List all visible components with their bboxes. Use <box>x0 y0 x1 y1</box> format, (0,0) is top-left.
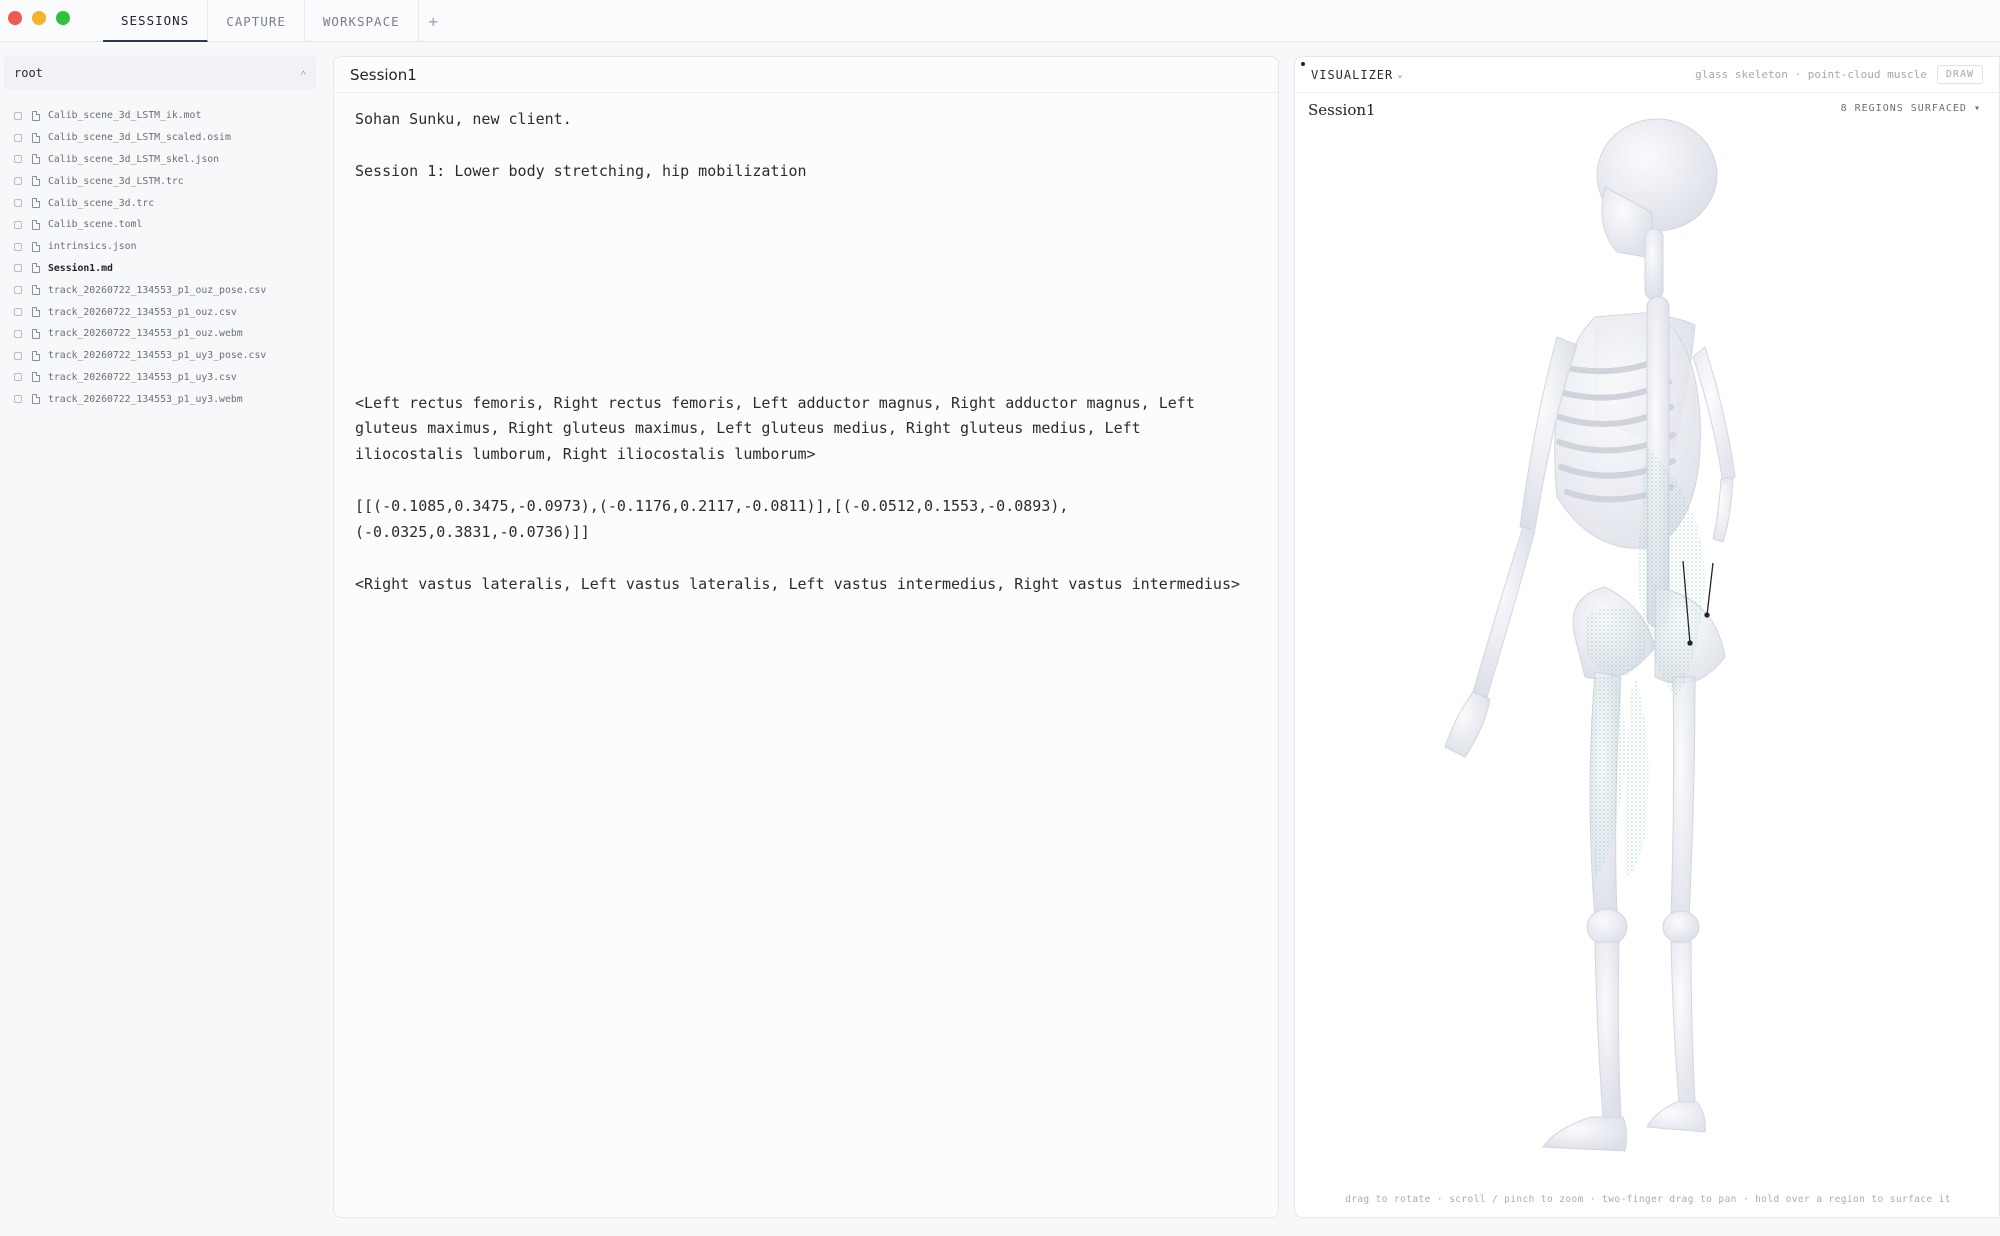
checkbox[interactable] <box>14 264 22 272</box>
file-item[interactable] <box>14 170 314 192</box>
note-line: Sohan Sunku, new client. <box>355 110 572 128</box>
file-item[interactable] <box>14 149 314 171</box>
editor-title: Session1 <box>334 57 1278 93</box>
visualizer-panel <box>1294 56 2000 1218</box>
tab-workspace[interactable]: WORKSPACE <box>305 0 419 42</box>
file-name: Session1.md <box>48 262 113 274</box>
checkbox[interactable] <box>14 199 22 207</box>
note-line: Session 1: Lower body stretching, hip mobilization <box>355 161 807 180</box>
file-item[interactable] <box>14 214 314 236</box>
file-name: track_20260722_134553_p1_uy3.csv <box>48 371 237 383</box>
file-item[interactable] <box>14 301 314 323</box>
file-icon <box>32 351 40 361</box>
checkbox[interactable] <box>14 155 22 163</box>
file-list <box>14 105 314 410</box>
file-icon <box>32 198 40 208</box>
file-item[interactable] <box>14 279 314 301</box>
root-label: root <box>14 66 43 80</box>
file-name: track_20260722_134553_p1_uy3_pose.csv <box>48 350 267 362</box>
file-name: Calib_scene_3d_LSTM_scaled.osim <box>48 132 231 144</box>
visualizer-mode-label: VISUALIZER <box>1311 67 1394 82</box>
file-item[interactable] <box>14 258 314 280</box>
file-item[interactable] <box>14 367 314 389</box>
file-icon <box>32 111 40 121</box>
tab-bar <box>103 0 449 42</box>
file-item[interactable] <box>14 345 314 367</box>
viewport-help-text: drag to rotate · scroll / pinch to zoom · two-finger drag to pan · hold over a region to surface it <box>1345 1194 1951 1205</box>
file-icon <box>32 285 40 295</box>
3d-viewport[interactable] <box>1295 117 2000 1157</box>
close-window-button[interactable] <box>8 11 22 25</box>
checkbox[interactable] <box>14 243 22 251</box>
file-icon <box>32 154 40 164</box>
visualizer-session-title: Session1 <box>1308 101 1376 119</box>
file-name: intrinsics.json <box>48 241 137 253</box>
checkbox[interactable] <box>14 134 22 142</box>
checkbox[interactable] <box>14 286 22 294</box>
root-selector[interactable] <box>4 56 316 90</box>
file-item[interactable] <box>14 388 314 410</box>
file-icon <box>32 220 40 230</box>
visualizer-header <box>1295 57 1999 93</box>
file-icon <box>32 242 40 252</box>
editor-content[interactable] <box>334 93 1278 597</box>
render-mode-subtitle: glass skeleton · point-cloud muscle <box>1695 68 1927 81</box>
chevron-down-icon: ⌄ <box>1397 69 1404 80</box>
muscle-list-line: <Right vastus lateralis, Left vastus lateralis, Left vastus intermedius, Right vastus intermedius> <box>355 574 1241 593</box>
window-controls <box>8 11 70 25</box>
file-icon <box>32 394 40 404</box>
top-bar <box>0 0 2000 42</box>
file-name: track_20260722_134553_p1_ouz.webm <box>48 328 243 340</box>
tab-sessions[interactable]: SESSIONS <box>103 0 208 42</box>
checkbox[interactable] <box>14 330 22 338</box>
chevron-up-icon: ˄ <box>300 68 306 79</box>
checkbox[interactable] <box>14 373 22 381</box>
file-item[interactable] <box>14 236 314 258</box>
file-item[interactable] <box>14 192 314 214</box>
file-name: Calib_scene_3d_LSTM.trc <box>48 175 184 187</box>
regions-surfaced-dropdown[interactable]: 8 REGIONS SURFACED ▾ <box>1840 103 1981 114</box>
file-name: track_20260722_134553_p1_ouz.csv <box>48 306 237 318</box>
file-name: Calib_scene_3d_LSTM_skel.json <box>48 153 220 165</box>
status-dot-icon <box>1301 62 1305 66</box>
file-name: Calib_scene_3d.trc <box>48 197 155 209</box>
minimize-window-button[interactable] <box>32 11 46 25</box>
file-icon <box>32 263 40 273</box>
file-item[interactable] <box>14 323 314 345</box>
checkbox[interactable] <box>14 395 22 403</box>
skeleton-model <box>1295 117 2000 1157</box>
file-sidebar <box>0 42 325 1236</box>
checkbox[interactable] <box>14 112 22 120</box>
checkbox[interactable] <box>14 177 22 185</box>
file-name: Calib_scene_3d_LSTM_ik.mot <box>48 110 202 122</box>
file-name: Calib_scene.toml <box>48 219 143 231</box>
file-icon <box>32 329 40 339</box>
checkbox[interactable] <box>14 308 22 316</box>
checkbox[interactable] <box>14 221 22 229</box>
markdown-editor[interactable] <box>333 56 1279 1218</box>
draw-button[interactable]: DRAW <box>1937 65 1983 84</box>
file-name: track_20260722_134553_p1_ouz_pose.csv <box>48 284 267 296</box>
file-item[interactable] <box>14 127 314 149</box>
add-tab-button[interactable]: + <box>428 11 439 31</box>
maximize-window-button[interactable] <box>56 11 70 25</box>
coordinate-line: [[(-0.1085,0.3475,-0.0973),(-0.1176,0.2117,-0.0811)],[(-0.0512,0.1553,-0.0893),(-0.0325,0.3831,-0.0736)]] <box>355 496 1069 541</box>
muscle-list-line: <Left rectus femoris, Right rectus femoris, Left adductor magnus, Right adductor magnus, Left gluteus maximus, Right gluteus maximus, Left gluteus medius, Right gluteus medius, Left iliocostalis lumborum, Right iliocostalis lumborum> <box>355 393 1195 464</box>
checkbox[interactable] <box>14 352 22 360</box>
file-icon <box>32 176 40 186</box>
tab-capture[interactable]: CAPTURE <box>208 0 305 42</box>
file-icon <box>32 133 40 143</box>
visualizer-mode-dropdown[interactable] <box>1311 68 1404 82</box>
file-item[interactable] <box>14 105 314 127</box>
file-icon <box>32 372 40 382</box>
file-icon <box>32 307 40 317</box>
file-name: track_20260722_134553_p1_uy3.webm <box>48 393 243 405</box>
